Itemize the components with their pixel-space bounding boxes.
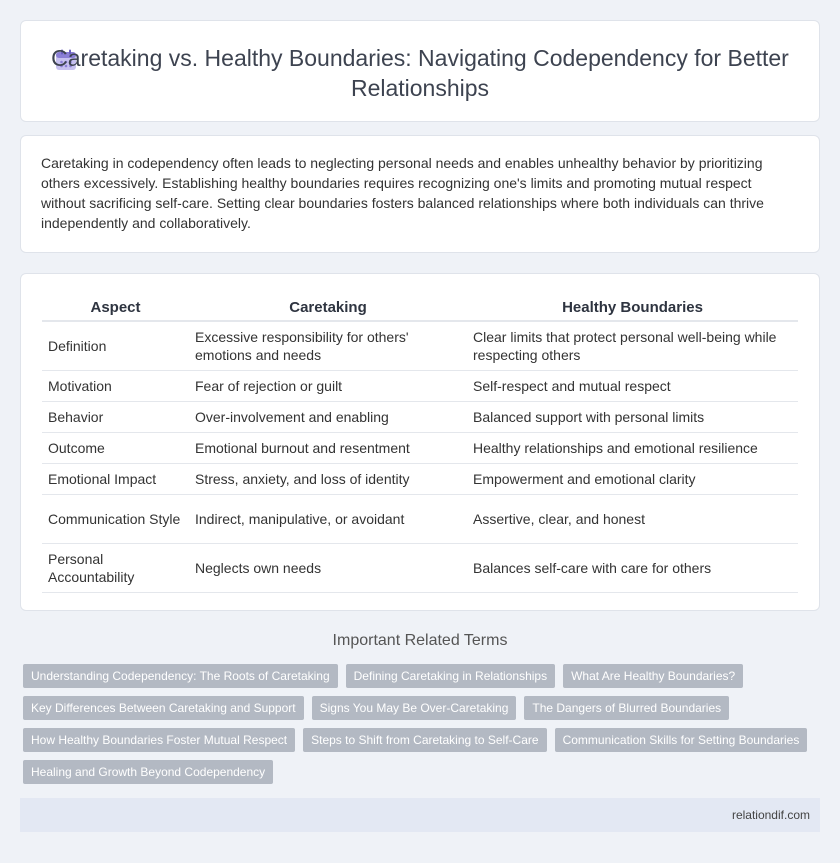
aspect-cell: Personal Accountability (42, 543, 189, 592)
aspect-cell: Behavior (42, 401, 189, 432)
site-name[interactable]: relationdif.com (731, 808, 810, 822)
related-term-link[interactable]: Communication Skills for Setting Boundaries (555, 728, 808, 752)
boundaries-cell: Self-respect and mutual respect (467, 370, 798, 401)
table-header-row (42, 294, 798, 321)
aspect-cell: Motivation (42, 370, 189, 401)
header-healthy-boundaries: Healthy Boundaries (467, 294, 798, 321)
table-row (42, 401, 798, 432)
related-term-link[interactable]: Key Differences Between Caretaking and Support (23, 696, 304, 720)
table-row (42, 321, 798, 370)
intro-text: Caretaking in codependency often leads to neglecting personal needs and enables unhealthy behavior by prioritizing others excessively. Establishing healthy boundaries requires recognizing one's limits and promoting mutual respect without sacrificing self-care. Setting clear boundaries fosters balanced relationships where both individuals can thrive independently and collaboratively. (41, 155, 764, 231)
caretaking-cell: Indirect, manipulative, or avoidant (189, 494, 467, 543)
aspect-cell: Definition (42, 321, 189, 370)
footer (20, 798, 820, 832)
boundaries-cell: Empowerment and emotional clarity (467, 463, 798, 494)
related-term-link[interactable]: Steps to Shift from Caretaking to Self-Care (303, 728, 546, 752)
boundaries-cell: Balanced support with personal limits (467, 401, 798, 432)
caretaking-cell: Over-involvement and enabling (189, 401, 467, 432)
related-term-link[interactable]: Understanding Codependency: The Roots of Caretaking (23, 664, 338, 688)
page-title: Caretaking vs. Healthy Boundaries: Navigating Codependency for Better Relationships (51, 45, 789, 101)
caretaking-cell: Emotional burnout and resentment (189, 432, 467, 463)
table-row (42, 432, 798, 463)
related-term-link[interactable]: Defining Caretaking in Relationships (346, 664, 555, 688)
header-caretaking: Caretaking (189, 294, 467, 321)
related-terms-title: Important Related Terms (332, 632, 508, 649)
caretaking-cell: Neglects own needs (189, 543, 467, 592)
boundaries-cell: Healthy relationships and emotional resilience (467, 432, 798, 463)
header-aspect: Aspect (42, 294, 189, 321)
table-row (42, 494, 798, 543)
table-row (42, 463, 798, 494)
aspect-cell: Outcome (42, 432, 189, 463)
related-term-link[interactable]: Signs You May Be Over-Caretaking (312, 696, 517, 720)
aspect-cell: Communication Style (42, 494, 189, 543)
boundaries-cell: Assertive, clear, and honest (467, 494, 798, 543)
table-row (42, 543, 798, 592)
comparison-table (42, 294, 798, 593)
intro-card (20, 135, 820, 253)
boundaries-cell: Clear limits that protect personal well-being while respecting others (467, 321, 798, 370)
comparison-card (20, 273, 820, 611)
related-term-link[interactable]: How Healthy Boundaries Foster Mutual Respect (23, 728, 295, 752)
header-card (20, 20, 820, 122)
related-term-link[interactable]: The Dangers of Blurred Boundaries (524, 696, 729, 720)
boundaries-cell: Balances self-care with care for others (467, 543, 798, 592)
related-term-link[interactable]: Healing and Growth Beyond Codependency (23, 760, 273, 784)
caretaking-cell: Excessive responsibility for others' emotions and needs (189, 321, 467, 370)
table-row (42, 370, 798, 401)
related-term-link[interactable]: What Are Healthy Boundaries? (563, 664, 743, 688)
aspect-cell: Emotional Impact (42, 463, 189, 494)
caretaking-cell: Fear of rejection or guilt (189, 370, 467, 401)
related-terms-list (23, 664, 823, 792)
caretaking-cell: Stress, anxiety, and loss of identity (189, 463, 467, 494)
